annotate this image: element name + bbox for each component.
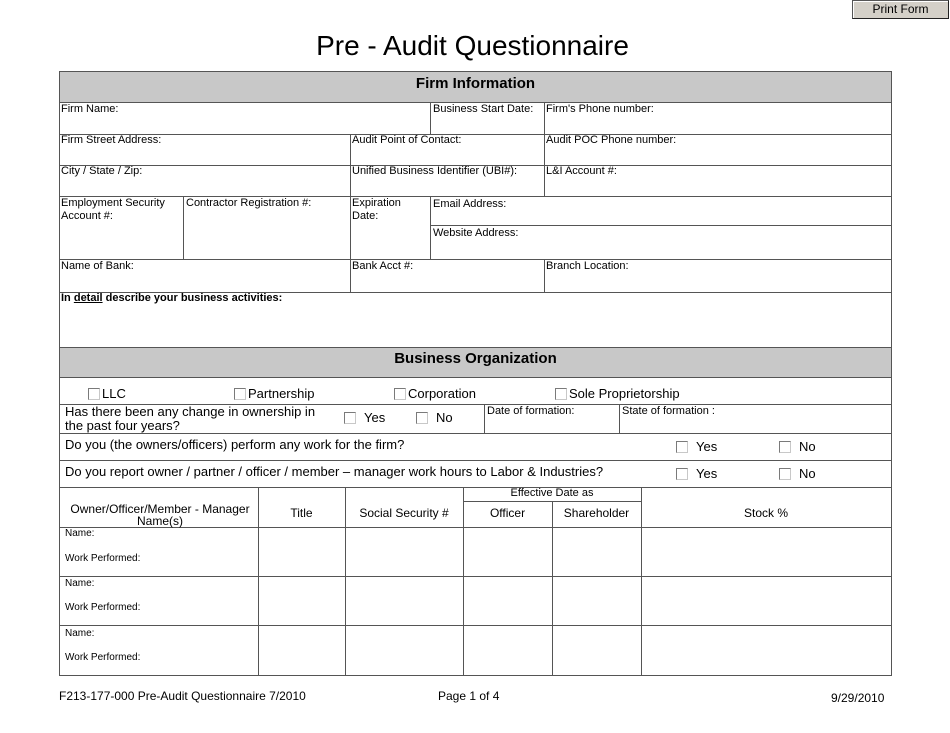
owner-name-field[interactable]: Name: (65, 628, 95, 639)
llc-checkbox[interactable] (88, 388, 100, 400)
org-type-sole-proprietorship[interactable]: Sole Proprietorship (555, 386, 680, 401)
col-officer: Officer (489, 506, 526, 520)
ownership-change-no[interactable]: No (416, 410, 453, 425)
col-owner-names: Owner/Officer/Member - Manager Name(s) (70, 502, 250, 528)
audit-poc-phone-field[interactable]: Audit POC Phone number: (546, 134, 677, 146)
work-performed-field[interactable]: Work Performed: (65, 553, 141, 564)
branch-location-field[interactable]: Branch Location: (546, 260, 629, 272)
ownership-change-yes-checkbox[interactable] (344, 412, 356, 424)
report-hours-no[interactable]: No (779, 466, 816, 481)
owners-work-yes[interactable]: Yes (676, 439, 717, 454)
sole-proprietorship-checkbox[interactable] (555, 388, 567, 400)
report-hours-question: Do you report owner / partner / officer / member – manager work hours to Labor & Industries? (65, 464, 604, 479)
report-hours-yes-checkbox[interactable] (676, 468, 688, 480)
org-type-corporation[interactable]: Corporation (394, 386, 476, 401)
bank-name-field[interactable]: Name of Bank: (61, 260, 134, 272)
audit-poc-field[interactable]: Audit Point of Contact: (352, 134, 462, 146)
business-activities-field[interactable]: In detail describe your business activities: (61, 292, 283, 304)
owner-name-field[interactable]: Name: (65, 578, 95, 589)
col-stock: Stock % (743, 506, 788, 520)
col-shareholder: Shareholder (563, 506, 630, 520)
ownership-change-yes[interactable]: Yes (344, 410, 385, 425)
work-performed-field[interactable]: Work Performed: (65, 602, 141, 613)
business-org-header: Business Organization (60, 347, 891, 378)
firm-name-field[interactable]: Firm Name: (61, 103, 119, 115)
ownership-change-question: Has there been any change in ownership in the past four years? (65, 404, 316, 433)
footer-date: 9/29/2010 (831, 691, 885, 705)
owner-name-field[interactable]: Name: (65, 528, 95, 539)
col-title: Title (290, 506, 313, 520)
footer-page-number: Page 1 of 4 (438, 689, 500, 703)
partnership-checkbox[interactable] (234, 388, 246, 400)
website-field[interactable]: Website Address: (433, 227, 519, 239)
date-of-formation-field[interactable]: Date of formation: (487, 405, 575, 417)
firm-phone-field[interactable]: Firm's Phone number: (546, 103, 654, 115)
bank-acct-field[interactable]: Bank Acct #: (352, 260, 414, 272)
ownership-change-no-checkbox[interactable] (416, 412, 428, 424)
report-hours-yes[interactable]: Yes (676, 466, 717, 481)
owners-work-no[interactable]: No (779, 439, 816, 454)
contractor-reg-field[interactable]: Contractor Registration #: (186, 197, 312, 209)
owners-work-question: Do you (the owners/officers) perform any work for the firm? (65, 437, 405, 452)
ubi-field[interactable]: Unified Business Identifier (UBI#): (352, 165, 518, 177)
firm-info-header: Firm Information (60, 72, 891, 103)
footer-form-id: F213-177-000 Pre-Audit Questionnaire 7/2010 (59, 689, 306, 703)
print-form-button[interactable]: Print Form (852, 0, 949, 19)
org-type-partnership[interactable]: Partnership (234, 386, 314, 401)
corporation-checkbox[interactable] (394, 388, 406, 400)
expiration-date-field[interactable]: Expiration Date: (352, 197, 401, 222)
email-field[interactable]: Email Address: (433, 198, 507, 210)
li-account-field[interactable]: L&I Account #: (546, 165, 617, 177)
page-title: Pre - Audit Questionnaire (316, 30, 629, 61)
business-start-date-field[interactable]: Business Start Date: (433, 103, 534, 115)
owners-work-no-checkbox[interactable] (779, 441, 791, 453)
street-address-field[interactable]: Firm Street Address: (61, 134, 162, 146)
work-performed-field[interactable]: Work Performed: (65, 652, 141, 663)
esd-account-field[interactable]: Employment Security Account #: (61, 197, 165, 222)
report-hours-no-checkbox[interactable] (779, 468, 791, 480)
owners-work-yes-checkbox[interactable] (676, 441, 688, 453)
city-state-zip-field[interactable]: City / State / Zip: (61, 165, 143, 177)
col-ssn: Social Security # (359, 506, 449, 520)
effective-date-header: Effective Date as (510, 487, 594, 499)
state-of-formation-field[interactable]: State of formation : (622, 405, 715, 417)
org-type-llc[interactable]: LLC (88, 386, 126, 401)
